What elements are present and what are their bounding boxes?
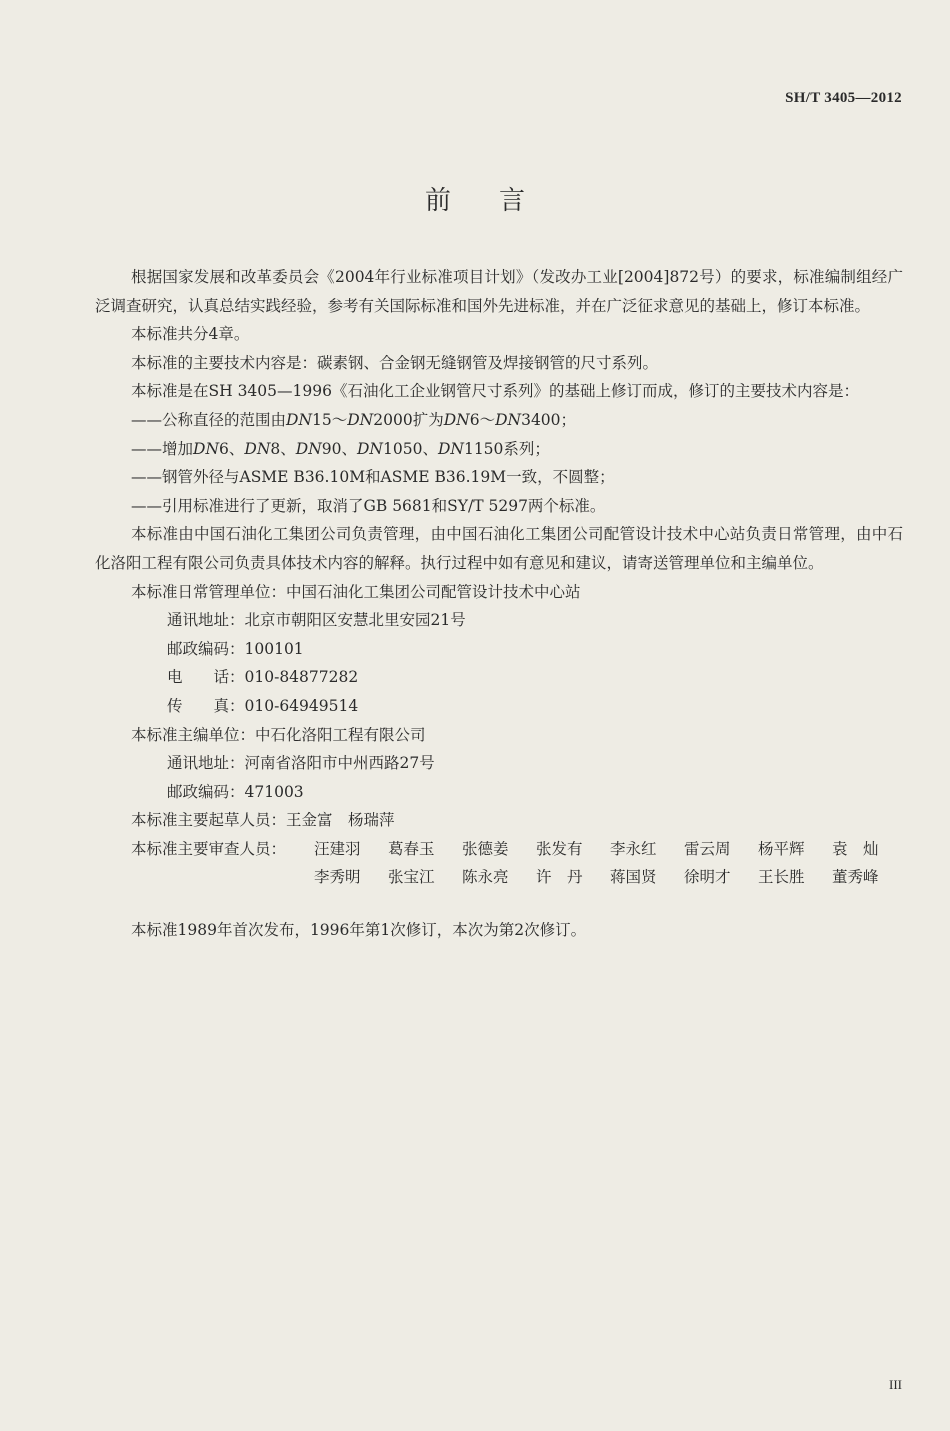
change-item-1: ——公称直径的范围由DN15～DN2000扩为DN6～DN3400； xyxy=(131,410,577,429)
editor-unit: 本标准主编单位：中石化洛阳工程有限公司 xyxy=(131,725,426,744)
reviewer-name: 蒋国贤 xyxy=(610,868,657,887)
editor-address: 通讯地址：河南省洛阳市中州西路27号 xyxy=(167,754,435,773)
reviewer-name: 李秀明 xyxy=(314,868,361,887)
reviewer-name: 杨平辉 xyxy=(758,839,805,858)
reviewer-name: 袁 灿 xyxy=(832,839,879,858)
reviewers-row-2 xyxy=(131,863,903,892)
change-item-2: ——增加DN6、DN8、DN90、DN1050、DN1150系列； xyxy=(131,439,550,458)
reviewers-row-1 xyxy=(131,835,903,864)
paragraph-management: 本标准由中国石油化工集团公司负责管理，由中国石油化工集团公司配管设计技术中心站负责日常管理，由中石化洛阳工程有限公司负责具体技术内容的解释。执行过程中如有意见和建议，请寄送管理单位和主编单位。 xyxy=(95,525,903,572)
management-phone: 电 话：010-84877282 xyxy=(167,668,359,687)
page-title: 前言 xyxy=(424,186,573,216)
foreword-body xyxy=(95,263,903,960)
reviewer-name: 张德姜 xyxy=(462,839,509,858)
reviewers xyxy=(95,835,903,892)
reviewer-name: 陈永亮 xyxy=(462,868,509,887)
reviewer-name: 葛春玉 xyxy=(388,839,435,858)
reviewer-name: 汪建羽 xyxy=(314,839,361,858)
editor-postcode: 邮政编码：471003 xyxy=(167,782,304,801)
standard-code: SH/T 3405—2012 xyxy=(785,90,902,106)
reviewer-name: 王长胜 xyxy=(758,868,805,887)
paragraph-background: 根据国家发展和改革委员会《2004年行业标准项目计划》（发改办工业[2004]872号）的要求，标准编制组经广泛调查研究，认真总结实践经验，参考有关国际标准和国外先进标准，并在广泛征求意见的基础上，修订本标准。 xyxy=(95,268,903,315)
management-fax: 传 真：010-64949514 xyxy=(167,696,359,715)
reviewer-name: 张宝江 xyxy=(388,868,435,887)
reviewer-name: 张发有 xyxy=(536,839,583,858)
change-item-4: ——引用标准进行了更新，取消了GB 5681和SY/T 5297两个标准。 xyxy=(131,496,606,515)
drafters: 本标准主要起草人员：王金富 杨瑞萍 xyxy=(131,811,395,830)
paragraph-chapters: 本标准共分4章。 xyxy=(131,325,250,344)
reviewer-name: 徐明才 xyxy=(684,868,731,887)
page-number: III xyxy=(889,1377,902,1392)
reviewer-name: 李永红 xyxy=(610,839,657,858)
reviewer-name: 雷云周 xyxy=(684,839,731,858)
management-postcode: 邮政编码：100101 xyxy=(167,639,304,658)
management-unit: 本标准日常管理单位：中国石油化工集团公司配管设计技术中心站 xyxy=(131,582,581,601)
publication-history: 本标准1989年首次发布，1996年第1次修订，本次为第2次修订。 xyxy=(131,921,587,940)
paragraph-revision: 本标准是在SH 3405—1996《石油化工企业钢管尺寸系列》的基础上修订而成，修订的主要技术内容是： xyxy=(131,382,859,401)
reviewers-label: 本标准主要审查人员： xyxy=(131,839,287,858)
reviewer-name: 董秀峰 xyxy=(832,868,879,887)
paragraph-main-content: 本标准的主要技术内容是：碳素钢、合金钢无缝钢管及焊接钢管的尺寸系列。 xyxy=(131,353,659,372)
reviewer-name: 许 丹 xyxy=(536,868,583,887)
management-address: 通讯地址：北京市朝阳区安慧北里安园21号 xyxy=(167,611,466,630)
change-item-3: ——钢管外径与ASME B36.10M和ASME B36.19M一致，不圆整； xyxy=(131,468,615,487)
